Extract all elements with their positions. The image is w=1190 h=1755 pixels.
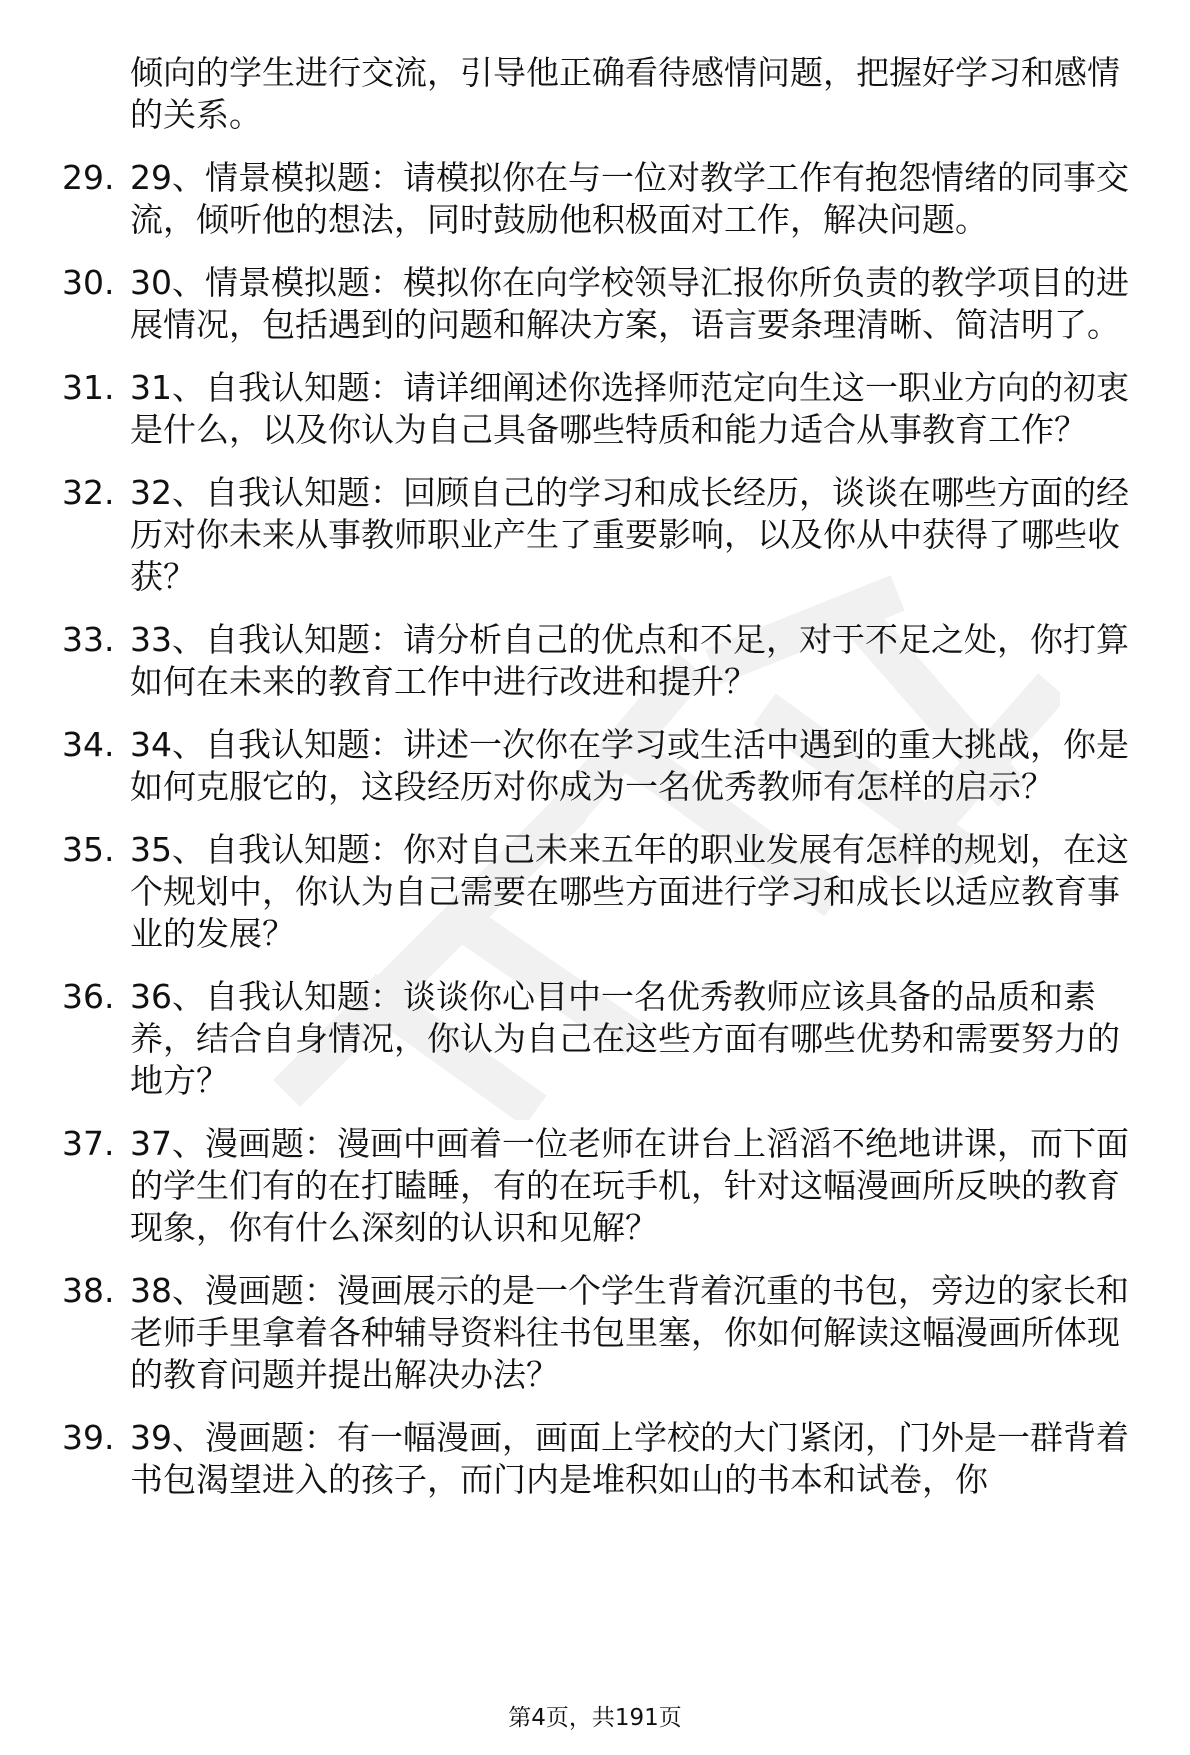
item-text: 35、自我认知题：你对自己未来五年的职业发展有怎样的规划，在这个规划中，你认为自己需要在哪些方面进行学习和成长以适应教育事业的发展？ [130,830,1129,953]
item-text: 32、自我认知题：回顾自己的学习和成长经历，谈谈在哪些方面的经历对你未来从事教师职业产生了重要影响，以及你从中获得了哪些收获？ [130,473,1129,596]
item-number: 37. [62,1124,115,1163]
list-item [62,472,1152,598]
list-item [62,724,1152,808]
item-text: 30、情景模拟题：模拟你在向学校领导汇报你所负责的教学项目的进展情况，包括遇到的问题和解决方案，语言要条理清晰、简洁明了。 [130,263,1129,344]
item-text: 39、漫画题：有一幅漫画，画面上学校的大门紧闭，门外是一群背着书包渴望进入的孩子，而门内是堆积如山的书本和试卷，你 [130,1418,1129,1499]
question-list [62,157,1152,1501]
item-text: 34、自我认知题：讲述一次你在学习或生活中遇到的重大挑战，你是如何克服它的，这段经历对你成为一名优秀教师有怎样的启示？ [130,725,1129,806]
item-number: 30. [62,263,115,302]
item-text: 31、自我认知题：请详细阐述你选择师范定向生这一职业方向的初衷是什么，以及你认为自己具备哪些特质和能力适合从事教育工作？ [130,368,1129,449]
continued-paragraph: 倾向的学生进行交流，引导他正确看待感情问题，把握好学习和感情的关系。 [130,53,1120,134]
item-number: 33. [62,620,115,659]
item-number: 35. [62,830,115,869]
item-number: 38. [62,1271,115,1310]
item-text: 38、漫画题：漫画展示的是一个学生背着沉重的书包，旁边的家长和老师手里拿着各种辅导资料往书包里塞，你如何解读这幅漫画所体现的教育问题并提出解决办法？ [130,1271,1129,1394]
item-text: 33、自我认知题：请分析自己的优点和不足，对于不足之处，你打算如何在未来的教育工作中进行改进和提升？ [130,620,1129,701]
item-number: 39. [62,1418,115,1457]
list-item [62,1270,1152,1396]
item-number: 36. [62,977,115,1016]
item-number: 31. [62,368,115,407]
item-text: 36、自我认知题：谈谈你心目中一名优秀教师应该具备的品质和素养，结合自身情况，你认为自己在这些方面有哪些优势和需要努力的地方？ [130,977,1120,1100]
list-item [62,1123,1152,1249]
document-body [62,52,1152,1522]
list-item [62,157,1152,241]
item-number: 34. [62,725,115,764]
item-text: 29、情景模拟题：请模拟你在与一位对教学工作有抱怨情绪的同事交流，倾听他的想法，同时鼓励他积极面对工作，解决问题。 [130,158,1129,239]
item-text: 37、漫画题：漫画中画着一位老师在讲台上滔滔不绝地讲课，而下面的学生们有的在打瞌睡，有的在玩手机，针对这幅漫画所反映的教育现象，你有什么深刻的认识和见解？ [130,1124,1129,1247]
list-item [62,619,1152,703]
item-number: 32. [62,473,115,512]
page-footer [0,1703,1190,1733]
list-item [62,829,1152,955]
list-item [62,1417,1152,1501]
list-item [62,367,1152,451]
list-item [62,262,1152,346]
page-number: 第4页，共191页 [508,1705,682,1731]
item-number: 29. [62,158,115,197]
list-item [62,976,1152,1102]
